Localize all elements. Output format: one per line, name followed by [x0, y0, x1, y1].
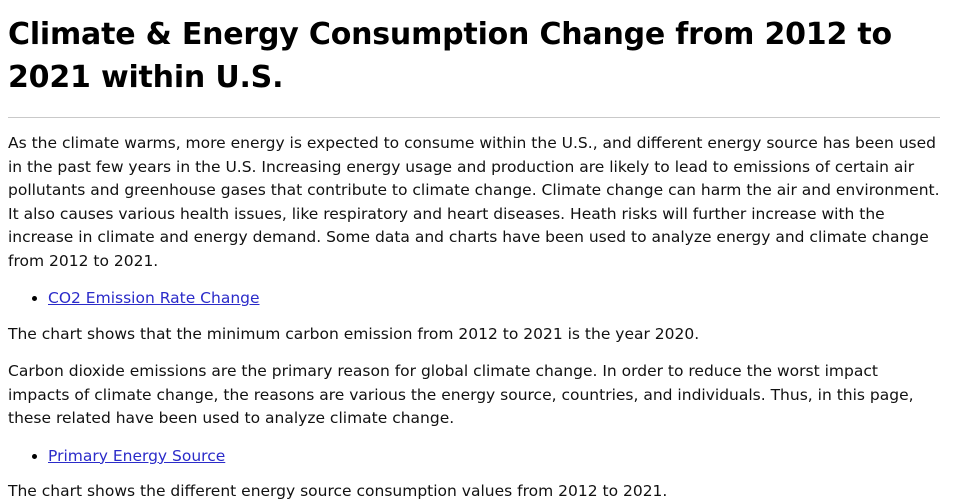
section-list-energy	[8, 445, 940, 468]
list-item	[48, 445, 940, 468]
co2-chart-caption: The chart shows that the minimum carbon emission from 2012 to 2021 is the year 2020.	[8, 324, 700, 343]
page-title: Climate & Energy Consumption Change from 2012 to 2021 within U.S.	[8, 17, 892, 95]
list-item	[48, 287, 940, 310]
intro-paragraph: As the climate warms, more energy is expected to consume within the U.S., and different energy source has been used in the past few years in the U.S. Increasing energy usage and production are likely to lead to emissions of certain air pollutants and greenhouse gases that contribute to climate change. Climate change can harm the air and environment. It also causes various health issues, like respiratory and heart diseases. Heath risks will further increase with the increase in climate and energy demand. Some data and charts have been used to analyze energy and climate change from 2012 to 2021.	[8, 134, 940, 270]
title-divider	[8, 117, 940, 118]
link-co2-emission-rate-change[interactable]: CO2 Emission Rate Change	[48, 289, 260, 308]
co2-explanation-paragraph: Carbon dioxide emissions are the primary reason for global climate change. In order to reduce the worst impact impacts of climate change, the reasons are various the energy source, countries, and individuals. Thus, in this page, these related have been used to analyze climate change.	[8, 362, 914, 428]
section-list-co2	[8, 287, 940, 310]
energy-chart-caption: The chart shows the different energy source consumption values from 2012 to 2021.	[8, 482, 668, 501]
link-primary-energy-source[interactable]: Primary Energy Source	[48, 446, 226, 465]
